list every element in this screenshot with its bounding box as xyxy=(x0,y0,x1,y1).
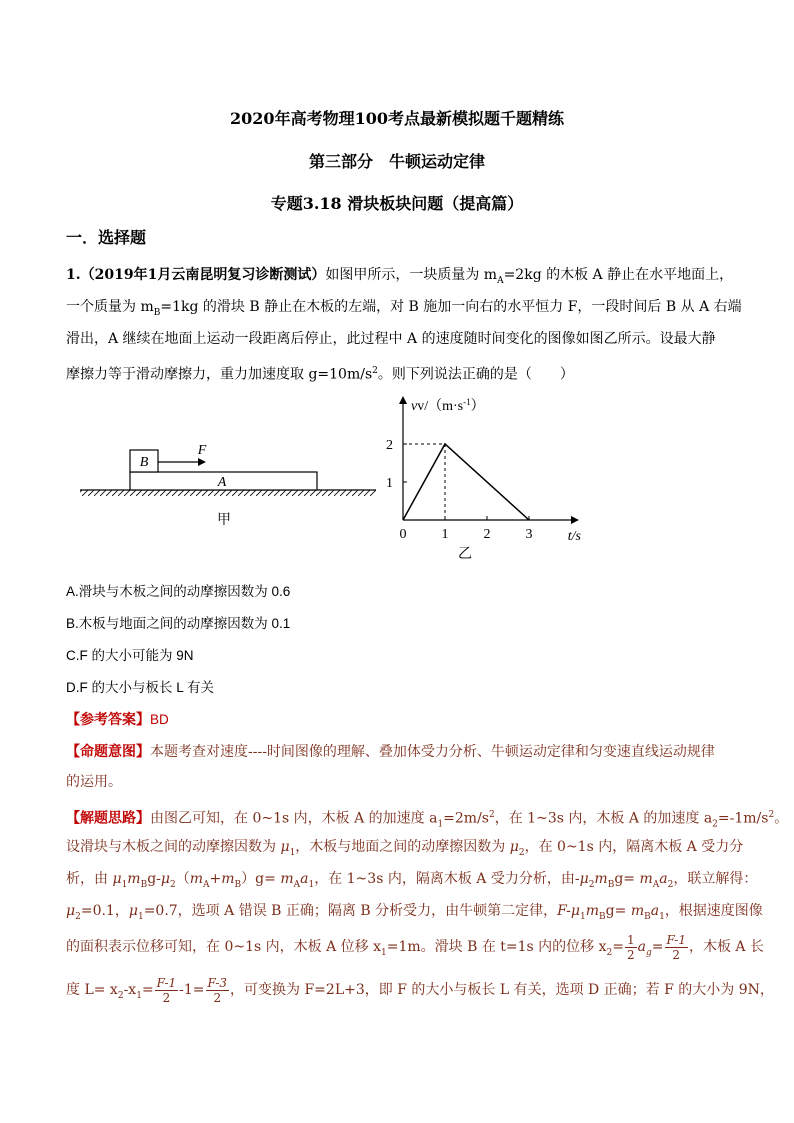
figure-block-board xyxy=(70,430,390,530)
question-line-2: 一个质量为 $m_B=1kg$ 的滑块 B 静止在木板的左端，对 B 施加一向右的水平恒力 F，一段时间后 B 从 A 右端 xyxy=(66,299,742,318)
force-label: F xyxy=(197,443,207,458)
reference-answer: 【参考答案】BD xyxy=(66,712,169,728)
board-a-label: A xyxy=(217,475,227,490)
figure-right-caption: 乙 xyxy=(458,546,472,562)
x-axis-arrow xyxy=(571,516,579,524)
figure-left-caption: 甲 xyxy=(217,512,231,528)
x-axis-label: t/s xyxy=(567,529,581,544)
fraction-one-half: $\frac{1}{2}$ xyxy=(627,932,635,962)
solution-line-2: 设滑块与木板之间的动摩擦因数为 $\mu_1$，木板与地面之间的动摩擦因数为 $\mu_2$，在 0~1s 内，隔离木板 A 受力分 xyxy=(66,839,744,858)
intent-line-1: 【命题意图】本题考查对速度----时间图像的理解、叠加体受力分析、牛顿运动定律和匀变速直线运动规律 xyxy=(66,744,715,760)
question-line-4: 摩擦力等于滑动摩擦力，重力加速度取 $g=10m/s^2$。则下列说法正确的是（ ） xyxy=(66,366,574,383)
fraction-f-minus-1-b: $\frac{F-1}{2}$ xyxy=(156,975,177,1005)
option-c: C.F 的大小可能为 9N xyxy=(66,648,194,663)
solution-line-3: 析，由 $\mu_1m_Bg-\mu_2(m_A+m_B)g= m_Aa_1$，在 1~3s 内，隔离木板 A 受力分析，由$-\mu_2m_Bg= m_Aa_2$，联立解得： xyxy=(66,871,758,890)
part-title: 第三部分 牛顿运动定律 xyxy=(308,152,485,171)
question-source: （2019年1月云南昆明复习诊断测试） xyxy=(80,267,326,283)
y-axis-arrow xyxy=(399,396,407,404)
option-b: B.木板与地面之间的动摩擦因数为 0.1 xyxy=(66,616,291,631)
block-b-label: B xyxy=(139,455,149,470)
x-tick-label: 0 xyxy=(399,527,407,542)
option-a: A.滑块与木板之间的动摩擦因数为 0.6 xyxy=(66,584,291,599)
x-tick-label: 1 xyxy=(441,527,449,542)
fraction-f-minus-3: $\frac{F-3}{2}$ xyxy=(207,975,228,1005)
y-axis-label: $vv/(m\cdot s^{-1})$ xyxy=(411,397,485,414)
velocity-series-line xyxy=(403,444,529,520)
x-tick-label: 3 xyxy=(525,527,533,542)
ground-hatch xyxy=(80,490,376,496)
y-tick-label: 1 xyxy=(386,476,393,491)
topic-title: 专题3.18 滑块板块问题（提高篇） xyxy=(270,194,524,213)
option-d: D.F 的大小与板长 L 有关 xyxy=(66,680,215,695)
solution-line-4: $\mu_2=0.1$，$\mu_1=0.7$，选项 A 错误 B 正确；隔离 B 分析受力，由牛顿第二定律，$F-\mu_1m_Bg= m_Ba_1$，根据速度图像 xyxy=(66,903,763,922)
document-title: 2020年高考物理100考点最新模拟题千题精练 xyxy=(230,109,564,128)
question-line-1: 1.（2019年1月云南昆明复习诊断测试）如图甲所示，一块质量为 $m_A=2kg$ 的木板 A 静止在水平地面上， xyxy=(66,267,734,286)
x-tick-label: 2 xyxy=(483,527,491,542)
intent-line-2: 的运用。 xyxy=(66,774,122,790)
solution-line-1: 【解题思路】由图乙可知，在 0~1s 内，木板 A 的加速度 $a_1=2m/s^2$，在 1~3s 内，木板 A 的加速度 $a_2=-1m/s^2$。 xyxy=(66,810,789,830)
answer-value: BD xyxy=(150,712,169,727)
question-line-3: 滑出，A 继续在地面上运动一段距离后停止，此过程中 A 的速度随时间变化的图像如图乙所示。设最大静 xyxy=(66,331,716,347)
question-number: 1. xyxy=(66,267,81,283)
vt-graph xyxy=(355,390,585,570)
fraction-f-minus-1: $\frac{F-1}{2}$ xyxy=(666,932,686,962)
y-tick-label: 2 xyxy=(386,438,393,453)
section-heading: 一．选择题 xyxy=(66,228,147,247)
solution-line-5: 的面积表示位移可知，在 0~1s 内，木板 A 位移 $x_1=1m$。滑块 B 在 t=1s 内的位移 $x_2=$ $\frac{1}{2}$ $a_g=$ $\frac{F-1}{2}$ ，木板 A 长 xyxy=(66,932,764,962)
solution-line-6: 度 $L= x_2-x_1=$ $\frac{F-1}{2}$ -1= $\frac{F-3}{2}$ ，可变换为 F=2L+3，即 F 的大小与板长 L 有关，选项 D 正确；若 F 的大小为 9N， xyxy=(66,975,774,1005)
force-arrow-head xyxy=(198,458,206,466)
